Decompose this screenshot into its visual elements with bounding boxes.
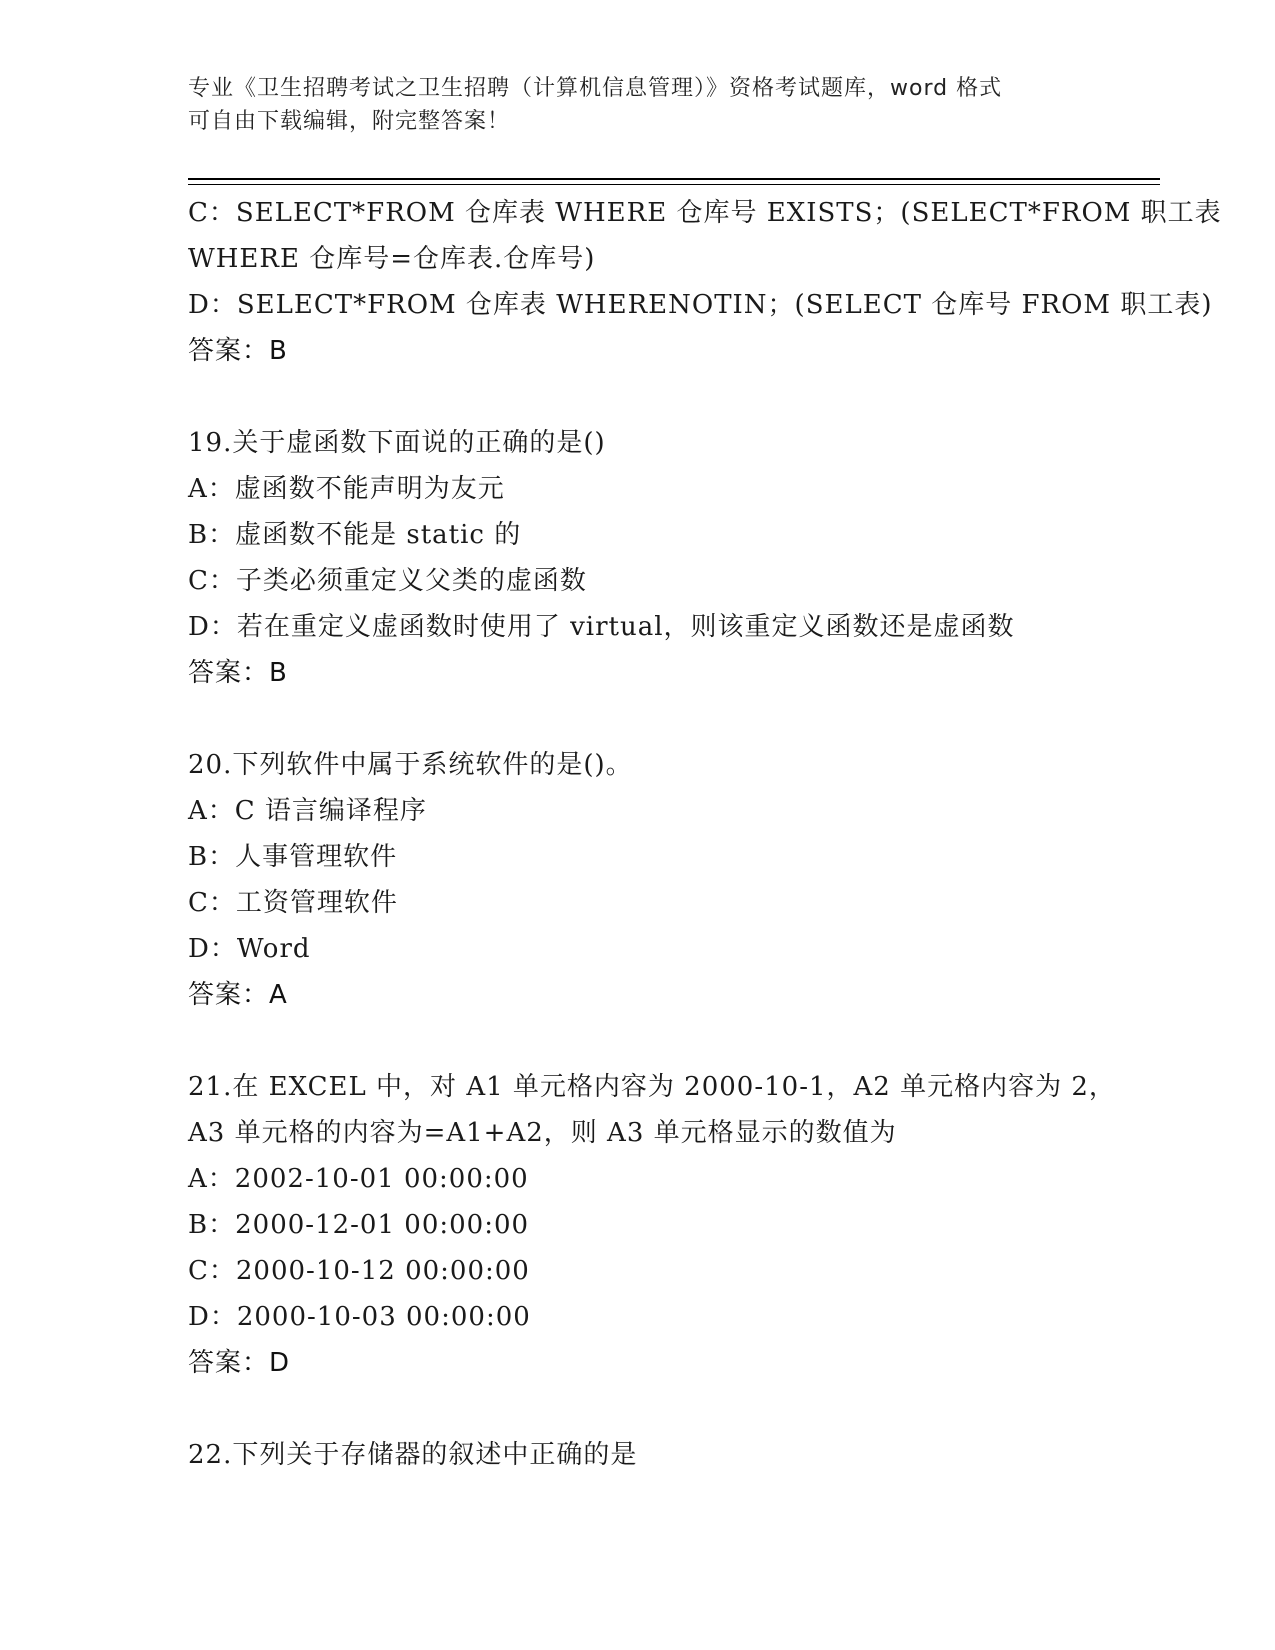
header-divider-thin (188, 184, 1160, 185)
question-22-block (188, 1432, 1088, 1478)
document-header (188, 72, 1068, 138)
option-a: A：2002-10-01 00:00:00 (188, 1164, 529, 1194)
spacer (188, 374, 1088, 420)
header-divider-thick (188, 178, 1160, 180)
question-content (188, 190, 1222, 1478)
question-text-line-1: 21.在 EXCEL 中，对 A1 单元格内容为 2000-10-1，A2 单元格内容为 2， (188, 1072, 1116, 1102)
option-c-line-2: WHERE 仓库号=仓库表.仓库号) (188, 244, 596, 274)
spacer (188, 696, 1088, 742)
question-text: 19.关于虚函数下面说的正确的是() (188, 428, 606, 458)
header-line-1: 专业《卫生招聘考试之卫生招聘（计算机信息管理）》资格考试题库，word 格式 (188, 76, 1003, 101)
option-c: C：子类必须重定义父类的虚函数 (188, 566, 587, 596)
answer: 答案：D (188, 1348, 291, 1378)
question-21-block (188, 1064, 1116, 1386)
option-d: D：若在重定义虚函数时使用了 virtual，则该重定义函数还是虚函数 (188, 612, 1015, 642)
option-b: B：人事管理软件 (188, 842, 398, 872)
question-19-block (188, 420, 1088, 696)
option-d: D：2000-10-03 00:00:00 (188, 1302, 531, 1332)
spacer (188, 1018, 1088, 1064)
option-c-line-1: C：SELECT*FROM 仓库表 WHERE 仓库号 EXISTS；(SELECT*FROM 职工表 (188, 198, 1222, 228)
spacer (188, 1386, 1088, 1432)
header-line-2: 可自由下载编辑，附完整答案！ (188, 109, 511, 134)
answer: 答案：B (188, 658, 288, 688)
question-text-line-2: A3 单元格的内容为=A1+A2，则 A3 单元格显示的数值为 (188, 1118, 897, 1148)
option-d: D：Word (188, 934, 311, 964)
option-b: B：2000-12-01 00:00:00 (188, 1210, 530, 1240)
answer: 答案：A (188, 980, 288, 1010)
question-text: 20.下列软件中属于系统软件的是()。 (188, 750, 633, 780)
option-d: D：SELECT*FROM 仓库表 WHERENOTIN；(SELECT 仓库号 FROM 职工表) (188, 290, 1213, 320)
question-text: 22.下列关于存储器的叙述中正确的是 (188, 1440, 638, 1470)
question-20-block (188, 742, 1088, 1018)
option-a: A：C 语言编译程序 (188, 796, 427, 826)
option-a: A：虚函数不能声明为友元 (188, 474, 505, 504)
option-c: C：工资管理软件 (188, 888, 398, 918)
option-b: B：虚函数不能是 static 的 (188, 520, 522, 550)
answer: 答案：B (188, 336, 288, 366)
question-18-block (188, 190, 1222, 374)
option-c: C：2000-10-12 00:00:00 (188, 1256, 530, 1286)
